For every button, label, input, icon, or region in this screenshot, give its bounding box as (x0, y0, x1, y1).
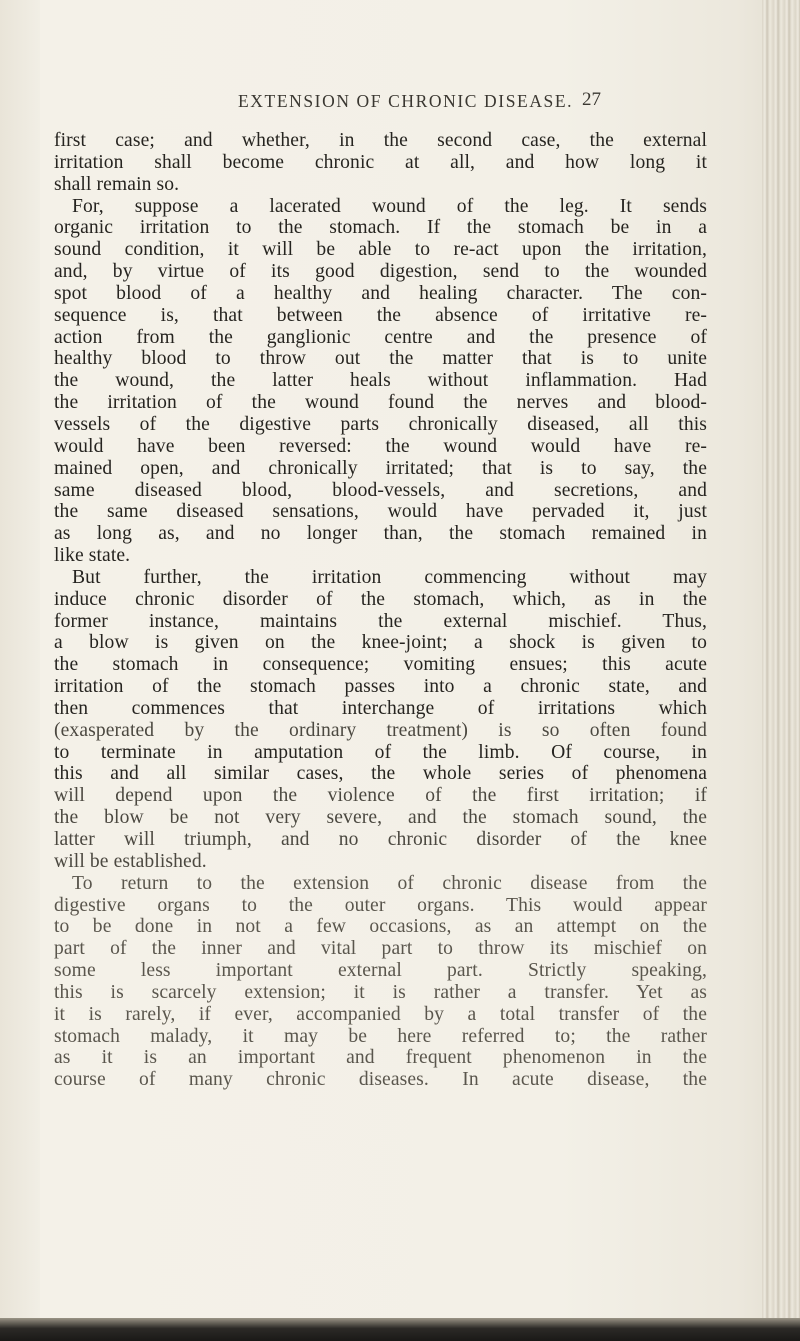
text-line: as long as, and no longer than, the stomach remained in (54, 523, 707, 545)
text-line: mained open, and chronically irritated; that is to say, the (54, 457, 707, 479)
text-line: the stomach in consequence; vomiting ensues; this acute (54, 654, 707, 676)
text-line: to be done in not a few occasions, as an attempt on the (54, 916, 707, 938)
text-line: this and all similar cases, the whole series of phenomena (54, 763, 707, 785)
page-edge (762, 0, 800, 1341)
text-line: first case; and whether, in the second case, the external (54, 130, 707, 151)
text-line: organic irritation to the stomach. If the stomach be in a (54, 217, 707, 239)
text-line: latter will triumph, and no chronic disorder of the knee (54, 829, 707, 850)
text-line: the irritation of the wound found the nerves and blood- (54, 392, 707, 414)
text-line: healthy blood to throw out the matter that is to unite (54, 348, 707, 370)
text-line: course of many chronic diseases. In acute disease, the (54, 1069, 707, 1091)
text-line: stomach malady, it may be here referred to; the rather (54, 1025, 707, 1047)
text-line: irritation of the stomach passes into a chronic state, and (54, 676, 707, 698)
body-text (54, 130, 754, 1091)
text-line: But further, the irritation commencing without may (72, 566, 707, 588)
text-line: it is rarely, if ever, accompanied by a total transfer of the (54, 1003, 707, 1025)
text-line: then commences that interchange of irritations which (54, 697, 707, 719)
text-line: shall remain so. (54, 173, 180, 195)
text-line: digestive organs to the outer organs. This would appear (54, 894, 707, 916)
text-line: some less important external part. Strictly speaking, (54, 960, 707, 982)
text-line: irritation shall become chronic at all, and how long it (54, 151, 707, 173)
page-header (200, 78, 760, 118)
text-line: sequence is, that between the absence of irritative re- (54, 304, 707, 326)
text-line: part of the inner and vital part to throw its mischief on (54, 938, 707, 960)
text-line: this is scarcely extension; it is rather a transfer. Yet as (54, 981, 707, 1003)
text-line: To return to the extension of chronic disease from the (72, 872, 707, 894)
text-line: spot blood of a healthy and healing character. The con- (54, 282, 707, 304)
text-line: as it is an important and frequent phenomenon in the (54, 1047, 707, 1069)
text-line: action from the ganglionic centre and the presence of (54, 326, 707, 348)
text-line: induce chronic disorder of the stomach, which, as in the (54, 588, 707, 610)
scan-bottom-border (0, 1318, 800, 1341)
text-line: the wound, the latter heals without inflammation. Had (54, 370, 707, 392)
gutter-shadow (0, 0, 40, 1341)
text-line: and, by virtue of its good digestion, send to the wounded (54, 261, 707, 283)
text-line: former instance, maintains the external mischief. Thus, (54, 610, 707, 632)
text-line: will be established. (54, 850, 207, 872)
text-line: will depend upon the violence of the first irritation; if (54, 785, 707, 807)
text-line: like state. (54, 545, 131, 567)
text-line: (exasperated by the ordinary treatment) is so often found (54, 719, 707, 741)
running-head: EXTENSION OF CHRONIC DISEASE. (238, 91, 574, 111)
text-line: vessels of the digestive parts chronically diseased, all this (54, 413, 707, 435)
text-line: the same diseased sensations, would have pervaded it, just (54, 501, 707, 523)
text-line: sound condition, it will be able to re-act upon the irritation, (54, 239, 707, 261)
text-line: For, suppose a lacerated wound of the leg. It sends (72, 195, 707, 217)
text-line: to terminate in amputation of the limb. Of course, in (54, 741, 707, 763)
text-line: same diseased blood, blood-vessels, and secretions, and (54, 479, 707, 501)
text-line: a blow is given on the knee-joint; a shock is given to (54, 632, 707, 654)
text-line: the blow be not very severe, and the stomach sound, the (54, 807, 707, 829)
page-number: 27 (582, 89, 601, 110)
text-line: would have been reversed: the wound would have re- (54, 435, 707, 457)
